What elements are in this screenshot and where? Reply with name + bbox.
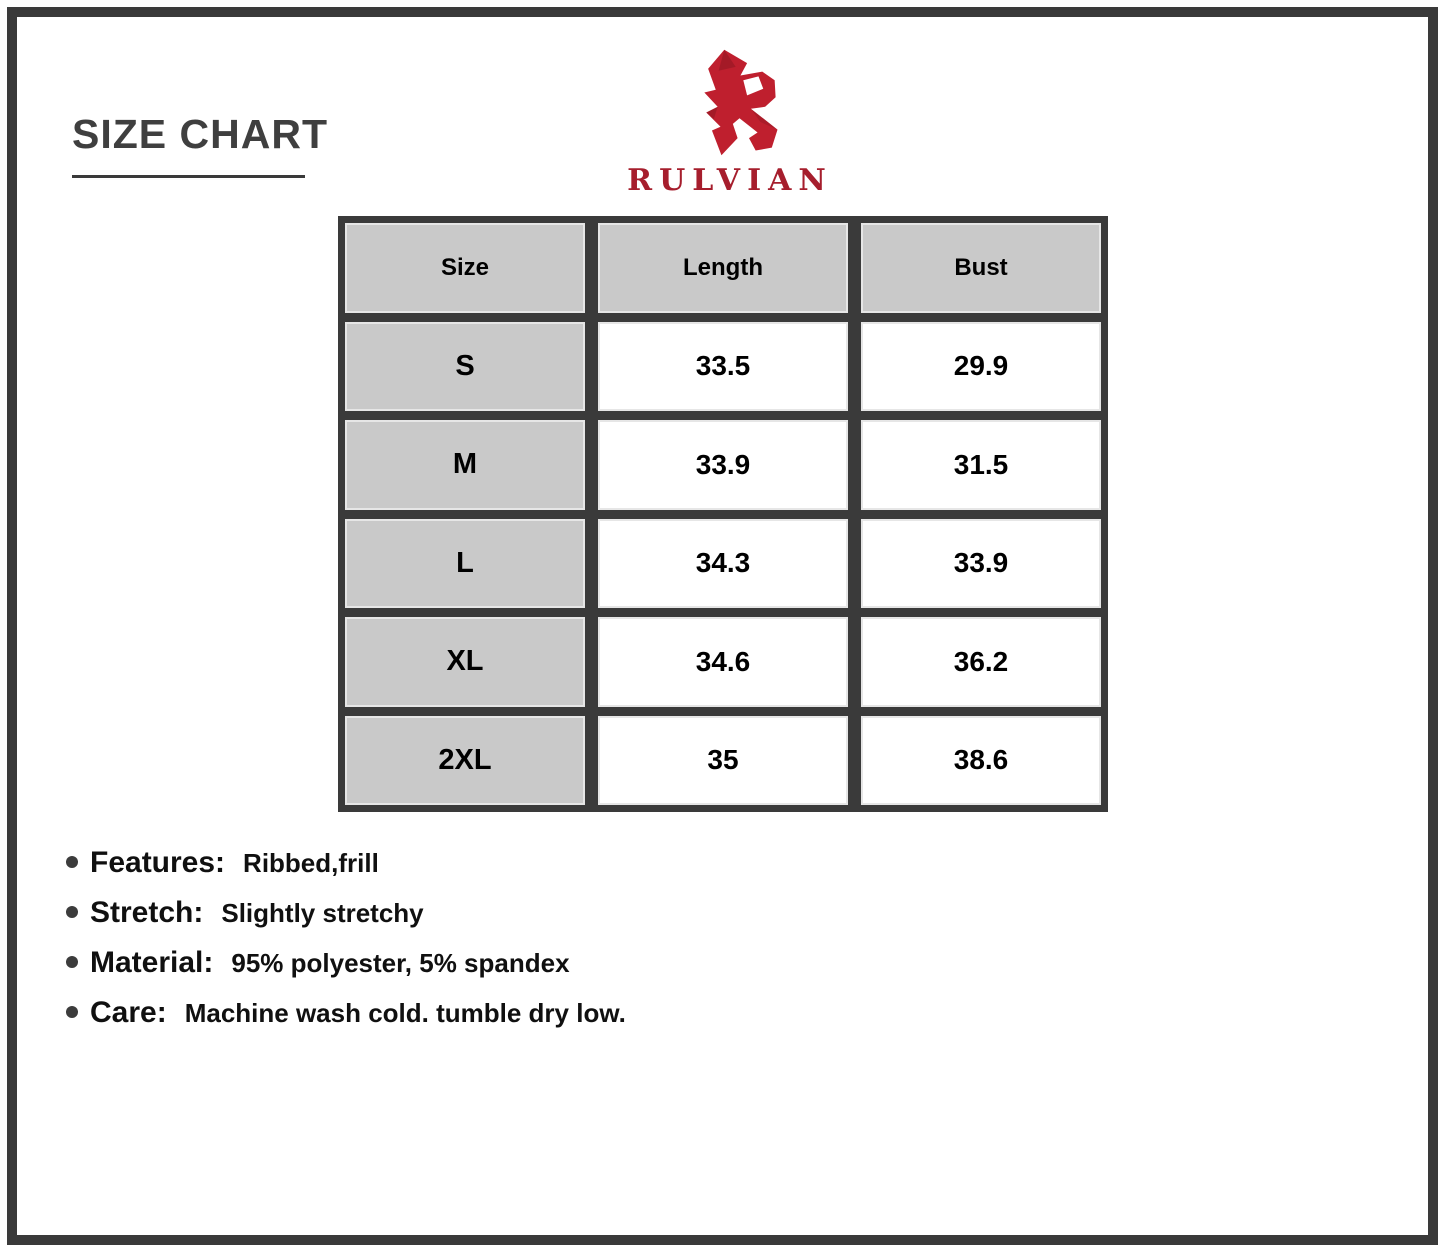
detail-value: 95% polyester, 5% spandex xyxy=(231,948,570,978)
bust-cell: 29.9 xyxy=(861,322,1101,412)
detail-label: Features: xyxy=(90,846,226,879)
bust-cell: 31.5 xyxy=(861,420,1101,510)
title-underline xyxy=(72,175,305,178)
size-cell: L xyxy=(345,519,585,609)
length-cell: 34.3 xyxy=(598,519,848,609)
bullet-icon xyxy=(66,856,78,868)
product-details-list xyxy=(66,846,626,1046)
bullet-icon xyxy=(66,906,78,918)
table-header-size: Size xyxy=(345,223,585,313)
length-cell: 34.6 xyxy=(598,617,848,707)
table-header-length: Length xyxy=(598,223,848,313)
detail-value: Ribbed,frill xyxy=(243,848,379,878)
bust-cell: 36.2 xyxy=(861,617,1101,707)
length-cell: 33.9 xyxy=(598,420,848,510)
bust-cell: 38.6 xyxy=(861,716,1101,806)
brand-logo xyxy=(620,46,840,198)
size-cell: 2XL xyxy=(345,716,585,806)
bullet-icon xyxy=(66,956,78,968)
detail-value: Slightly stretchy xyxy=(221,898,424,928)
table-header-bust: Bust xyxy=(861,223,1101,313)
size-cell: S xyxy=(345,322,585,412)
detail-value: Machine wash cold. tumble dry low. xyxy=(184,998,626,1028)
page-title: SIZE CHART xyxy=(72,111,328,157)
detail-label: Material: xyxy=(90,946,214,979)
brand-wordmark: RULVIAN xyxy=(627,163,833,198)
title-block xyxy=(72,112,328,178)
size-cell: M xyxy=(345,420,585,510)
length-cell: 33.5 xyxy=(598,322,848,412)
detail-label: Stretch: xyxy=(90,896,204,929)
detail-label: Care: xyxy=(90,996,167,1029)
detail-material xyxy=(66,946,626,996)
size-cell: XL xyxy=(345,617,585,707)
bust-cell: 33.9 xyxy=(861,519,1101,609)
detail-features xyxy=(66,846,626,896)
length-cell: 35 xyxy=(598,716,848,806)
bullet-icon xyxy=(66,1006,78,1018)
detail-stretch xyxy=(66,896,626,946)
detail-care xyxy=(66,996,626,1046)
size-table xyxy=(338,216,1108,812)
brand-logo-r-icon xyxy=(682,46,778,160)
